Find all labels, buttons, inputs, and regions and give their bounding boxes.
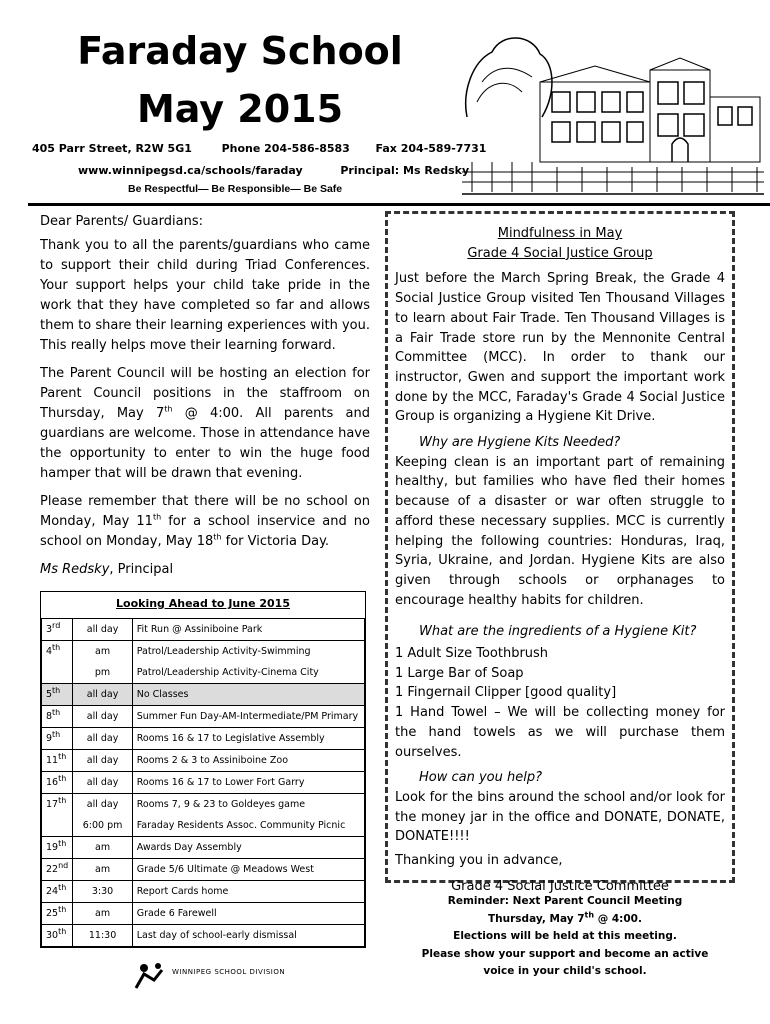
schedule-day: 3rd (42, 619, 73, 641)
schedule-row (42, 641, 365, 663)
schedule-time: all day (73, 728, 132, 750)
schedule-event: No Classes (132, 684, 364, 706)
schedule-event: Faraday Residents Assoc. Community Picnic (132, 815, 364, 837)
schedule-time: am (73, 837, 132, 859)
ingredient-item: 1 Fingernail Clipper [good quality] (395, 685, 617, 701)
header-rule (28, 203, 770, 206)
schedule-time: all day (73, 619, 132, 641)
mindfulness-heading: Mindfulness in May (497, 226, 623, 241)
schedule-row (42, 706, 365, 728)
division-logo-text: WINNIPEG SCHOOL DIVISION (172, 968, 286, 976)
website-link[interactable]: www.winnipegsd.ca/schools/faraday (78, 164, 303, 177)
reminder-line: Please show your support and become an active (421, 947, 709, 960)
schedule-day: 4th (42, 641, 73, 663)
schedule-row (42, 794, 365, 816)
school-building-illustration (462, 22, 764, 200)
reminder (405, 893, 725, 981)
schedule-time: am (73, 903, 132, 925)
schedule-row (42, 815, 365, 837)
schedule-time: pm (73, 662, 132, 684)
schedule-day: 11th (42, 750, 73, 772)
help-heading: How can you help? (419, 770, 542, 786)
schedule-row (42, 662, 365, 684)
schedule-row (42, 772, 365, 794)
schedule-day (42, 815, 73, 837)
schedule-event: Summer Fun Day-AM-Intermediate/PM Primary (132, 706, 364, 728)
division-logo-icon (132, 960, 168, 990)
schedule-row (42, 859, 365, 881)
website-line (78, 164, 469, 177)
schedule-event: Rooms 2 & 3 to Assiniboine Zoo (132, 750, 364, 772)
schedule-event: Grade 5/6 Ultimate @ Meadows West (132, 859, 364, 881)
schedule-day: 24th (42, 881, 73, 903)
thanks-text: Thanking you in advance, (395, 853, 563, 869)
mindfulness-subheading: Grade 4 Social Justice Group (467, 245, 653, 261)
schedule-table (41, 618, 365, 947)
schedule-row (42, 619, 365, 641)
schedule-time: am (73, 641, 132, 663)
schedule-event: Report Cards home (132, 881, 364, 903)
division-logo (132, 960, 292, 990)
schedule-time: all day (73, 772, 132, 794)
schedule-day: 5th (42, 684, 73, 706)
schedule-time: all day (73, 794, 132, 816)
schedule-day: 22nd (42, 859, 73, 881)
schedule-time: 3:30 (73, 881, 132, 903)
schedule-event: Patrol/Leadership Activity-Cinema City (132, 662, 364, 684)
schedule-day: 25th (42, 903, 73, 925)
ingredient-item: 1 Large Bar of Soap (395, 665, 524, 681)
schedule-time: 6:00 pm (73, 815, 132, 837)
motto: Be Respectful— Be Responsible— Be Safe (128, 183, 343, 195)
schedule-table-container (40, 591, 366, 948)
schedule-day: 19th (42, 837, 73, 859)
schedule-time: all day (73, 684, 132, 706)
signoff: Grade 4 Social Justice Committee (451, 878, 669, 894)
mindfulness-content (395, 224, 725, 897)
schedule-time: all day (73, 750, 132, 772)
schedule-row (42, 881, 365, 903)
address: 405 Parr Street, R2W 5G1 (32, 142, 192, 155)
schedule-row (42, 903, 365, 925)
ingredient-item: 1 Adult Size Toothbrush (395, 646, 549, 662)
schedule-time: 11:30 (73, 925, 132, 947)
schedule-row (42, 925, 365, 947)
schedule-event: Rooms 16 & 17 to Lower Fort Garry (132, 772, 364, 794)
schedule-row (42, 750, 365, 772)
fax: Fax 204-589-7731 (375, 142, 487, 155)
mindfulness-intro: Just before the March Spring Break, the Grade 4 Social Justice Group visited Ten Thousand Villages to learn about Fair Trade. Ten Thousand Villages is a Fair Trade store run by the Mennonite Central Committee (MCC). In order to thank our instructor, Gwen and support the important work done by the MCC, Faraday's Grade 4 Social Justice Group is organizing a Hygiene Kit Drive. (395, 271, 725, 425)
why-heading: Why are Hygiene Kits Needed? (419, 435, 621, 451)
why-text: Keeping clean is an important part of remaining healthy, but families who have fled their homes because of a disaster or war often struggle to afford these necessary supplies. MCC is currently helping the following countries: Honduras, Iraq, Syria, Ukraine, and Jordan. Hygiene Kits are also given through schools or orphanages to encourage healthy habits for children. (395, 454, 725, 608)
letter-paragraph-3: Please remember that there will be no school on Monday, May 11th for a school inservice and no school on Monday, May 18th for Victoria Day. (40, 494, 370, 549)
salutation: Dear Parents/ Guardians: (40, 214, 203, 229)
schedule-row (42, 684, 365, 706)
schedule-day: 8th (42, 706, 73, 728)
schedule-day (42, 662, 73, 684)
ingredient-item: 1 Hand Towel – We will be collecting money for the hand towels as we will purchase them ourselves. (395, 705, 725, 760)
schedule-event: Rooms 16 & 17 to Legislative Assembly (132, 728, 364, 750)
schedule-event: Fit Run @ Assiniboine Park (132, 619, 364, 641)
ingredients-heading: What are the ingredients of a Hygiene Kit? (419, 624, 697, 640)
letter (40, 212, 370, 588)
help-text: Look for the bins around the school and/or look for the money jar in the office and DONATE, DONATE, DONATE!!!! (395, 789, 725, 845)
schedule-time: all day (73, 706, 132, 728)
schedule-row (42, 837, 365, 859)
schedule-time: am (73, 859, 132, 881)
letter-paragraph-1: Thank you to all the parents/guardians who came to support their child during Triad Conferences. Your support helps your child take pride in the work that they have completed so far and allows them to share their learning experiences with you. This really helps move their learning forward. (40, 238, 370, 353)
schedule-day: 17th (42, 794, 73, 816)
schedule-event: Grade 6 Farewell (132, 903, 364, 925)
reminder-line: Reminder: Next Parent Council Meeting (447, 895, 683, 907)
reminder-line: Elections will be held at this meeting. (453, 930, 677, 942)
schedule-event: Patrol/Leadership Activity-Swimming (132, 641, 364, 663)
reminder-line: Thursday, May 7th @ 4:00. (488, 910, 642, 925)
schedule-event: Last day of school-early dismissal (132, 925, 364, 947)
reminder-line: voice in your child's school. (483, 965, 647, 977)
schedule-day: 9th (42, 728, 73, 750)
phone: Phone 204-586-8583 (221, 142, 350, 155)
signature: Ms Redsky, Principal (40, 562, 174, 577)
schedule-day: 16th (42, 772, 73, 794)
schedule-event: Awards Day Assembly (132, 837, 364, 859)
letter-paragraph-2: The Parent Council will be hosting an election for Parent Council positions in the staffroom on Thursday, May 7th @ 4:00. All parents and guardians are welcome. Those in attendance have the opportunity to enter to win the huge food hamper that will be drawn that evening. (40, 366, 370, 481)
issue-date: May 2015 (136, 87, 344, 131)
schedule-title: Looking Ahead to June 2015 (116, 597, 290, 610)
schedule-row (42, 728, 365, 750)
principal: Principal: Ms Redsky (340, 164, 470, 177)
school-name: Faraday School (77, 29, 403, 73)
schedule-event: Rooms 7, 9 & 23 to Goldeyes game (132, 794, 364, 816)
schedule-day: 30th (42, 925, 73, 947)
address-line (32, 142, 486, 155)
